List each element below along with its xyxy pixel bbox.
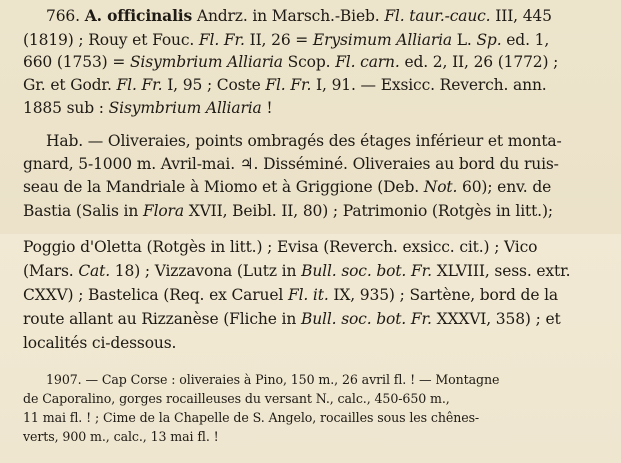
habitat-line-6: (Mars. Cat. 18) ; Vizzavona (Lutz in Bull. soc. bot. Fr. XLVIII, sess. extr. bbox=[23, 262, 571, 280]
observation-line-1: 1907. — Cap Corse : oliveraies à Pino, 150 m., 26 avril fl. ! — Montagne bbox=[46, 372, 500, 387]
observation-line-3: 11 mai fl. ! ; Cime de la Chapelle de S. Angelo, rocailles sous les chênes- bbox=[23, 410, 480, 425]
species-line-5: 1885 sub : Sisymbrium Alliaria ! bbox=[23, 99, 273, 117]
species-name: A. officinalis bbox=[84, 6, 193, 25]
habitat-line-4: Bastia (Salis in Flora XVII, Beibl. II, 80) ; Patrimonio (Rotgès in litt.); bbox=[23, 202, 553, 220]
habitat-line-8: route allant au Rizzanèse (Fliche in Bull. soc. bot. Fr. XXXVI, 358) ; et bbox=[23, 310, 561, 328]
species-line-2: (1819) ; Rouy et Fouc. Fl. Fr. II, 26 = Erysimum Alliaria L. Sp. ed. 1, bbox=[23, 31, 550, 49]
habitat-line-2: gnard, 5-1000 m. Avril-mai. ♃. Disséminé. Oliveraies au bord du ruis- bbox=[23, 155, 559, 173]
habitat-line-1: Hab. — Oliveraies, points ombragés des étages inférieur et monta- bbox=[46, 132, 562, 150]
species-line-1: 766. A. officinalis Andrz. in Marsch.-Bieb. Fl. taur.-cauc. III, 445 bbox=[46, 6, 552, 25]
habitat-line-7: CXXV) ; Bastelica (Req. ex Caruel Fl. it. IX, 935) ; Sartène, bord de la bbox=[23, 286, 559, 304]
habitat-line-9: localités ci-dessous. bbox=[23, 334, 177, 352]
habitat-line-3: seau de la Mandriale à Miomo et à Griggione (Deb. Not. 60); env. de bbox=[23, 178, 552, 196]
observation-line-4: verts, 900 m., calc., 13 mai fl. ! bbox=[23, 429, 219, 444]
species-line-3: 660 (1753) = Sisymbrium Alliaria Scop. Fl. carn. ed. 2, II, 26 (1772) ; bbox=[23, 53, 559, 71]
habitat-line-5: Poggio d'Oletta (Rotgès in litt.) ; Evisa (Reverch. exsicc. cit.) ; Vico bbox=[23, 238, 538, 256]
species-number: 766. bbox=[46, 7, 80, 25]
species-line-4: Gr. et Godr. Fl. Fr. I, 95 ; Coste Fl. Fr. I, 91. — Exsicc. Reverch. ann. bbox=[23, 76, 547, 94]
observation-line-2: de Caporalino, gorges rocailleuses du versant N., calc., 450-650 m., bbox=[23, 391, 450, 406]
